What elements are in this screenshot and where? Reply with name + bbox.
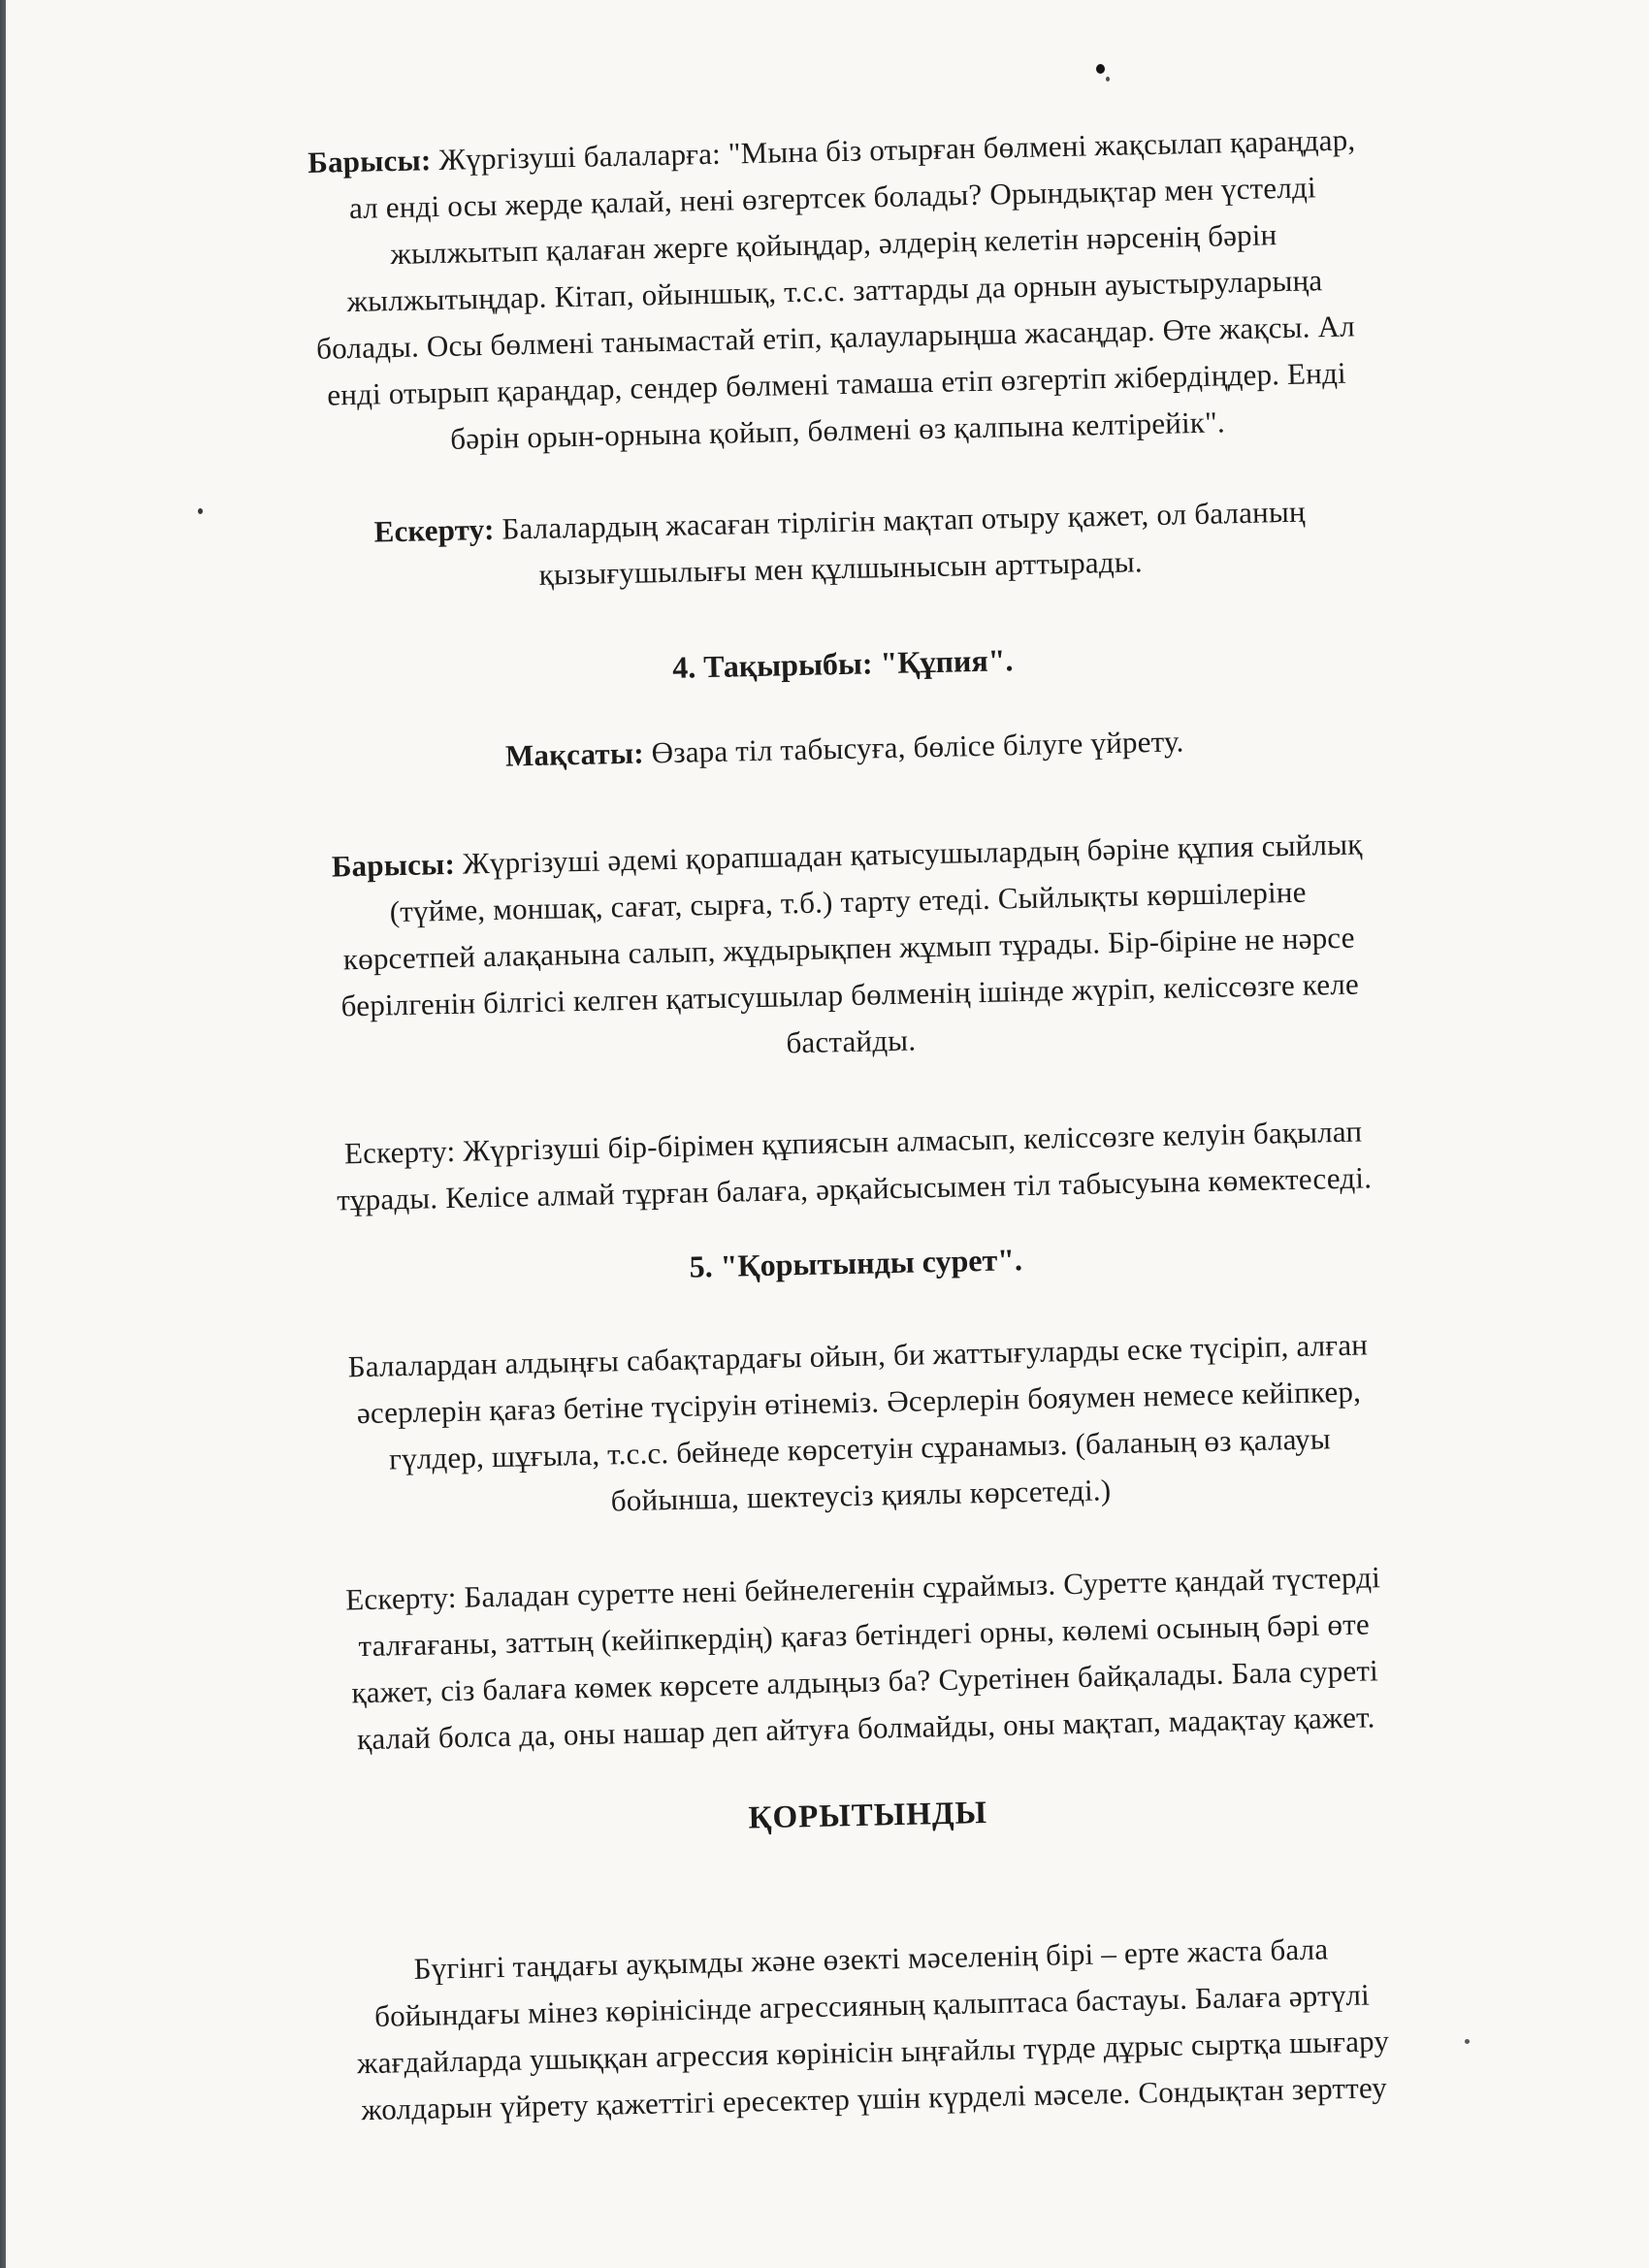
text-line	[160, 711, 1529, 788]
text-line: болады. Осы бөлмені танымастай етіп, қалауларыңша жасаңдар. Өте жақсы. Ал	[315, 308, 1356, 366]
text-run: Балалардың жасаған тірлігін мақтап отыру қажет, ол баланың	[501, 494, 1307, 546]
text-line: (түйме, моншақ, сағат, сырға, т.б.) тарту етеді. Сыйлықты көршілеріне	[389, 874, 1307, 929]
text-line: гүлдер, шұғыла, т.с.с. бейнеде көрсетуін сұранамыз. (баланың өз қалауы	[388, 1421, 1332, 1476]
conclusion-paragraph	[187, 1921, 1559, 2137]
text-line: Бүгінгі таңдағы ауқымды және өзекті мәселенің бірі – ерте жаста бала	[413, 1931, 1329, 1987]
note-paragraph-3	[178, 1550, 1550, 1766]
text-line: бастайды.	[786, 1022, 917, 1060]
page-text-column	[145, 0, 1558, 2137]
text-run: Жүргізуші балаларға: "Мына біз отырған бөлмені жақсылап қараңдар,	[437, 122, 1356, 178]
process-paragraph-1	[147, 113, 1522, 470]
note-paragraph-1	[155, 484, 1525, 607]
text-run: Өзара тіл табысуға, бөлісе білуге үйрету.	[651, 724, 1184, 770]
text-line: жылжытыңдар. Кітап, ойыншық, т.с.с. заттарды да орнын ауыстыруларыңа	[346, 263, 1323, 319]
text-line: ал енді осы жерде қалай, нені өзгертсек болады? Орындықтар мен үстелді	[348, 170, 1317, 226]
text-line: қажет, сіз балаға көмек көрсете алдыңыз ба? Суретінен байқалады. Бала суреті	[351, 1653, 1379, 1710]
text-line: қалай болса да, оны нашар деп айтуға болмайды, оны мақтап, мадақтау қажет.	[356, 1700, 1375, 1757]
section-heading-5: 5. "Қорытынды сурет".	[689, 1242, 1023, 1284]
text-line: жолдарын үйрету қажеттігі ересектер үшін күрделі мәселе. Сондықтан зерттеу	[360, 2070, 1388, 2127]
text-line: әсерлерін қағаз бетіне түсіруін өтінеміз. Әсерлерін бояумен немесе кейіпкер,	[356, 1374, 1362, 1431]
text-line: тұрады. Келісе алмай тұрған балаға, әрқайсысымен тіл табысуына көмектеседі.	[336, 1160, 1373, 1217]
text-line: берілгенін білгісі келген қатысушылар бөлменің ішінде жүріп, келіссөзге келе	[340, 966, 1360, 1023]
text-line: талғағаны, заттың (кейіпкердің) қағаз бетіндегі орны, көлемі осының бәрі өте	[358, 1606, 1371, 1664]
note-paragraph-2	[169, 1105, 1538, 1228]
drawing-paragraph	[174, 1318, 1545, 1535]
text-line: Ескерту: Жүргізуші бір-бірімен құпиясын алмасып, келіссөзге келуін бақылап	[343, 1114, 1363, 1171]
process-paragraph-2	[163, 818, 1536, 1081]
paragraph-lead-label: Барысы:	[331, 846, 456, 884]
goal-lead-label: Мақсаты:	[504, 735, 645, 773]
text-line: Балалардан алдыңғы сабақтардағы ойын, би жаттығуларды еске түсіріп, алған	[347, 1327, 1369, 1384]
conclusion-heading: ҚОРЫТЫНДЫ	[748, 1796, 988, 1836]
text-line: жылжытып қалаған жерге қойыңдар, әлдерің келетін нәрсенің бәрін	[390, 217, 1277, 272]
text-line: көрсетпей алақанына салып, жұдырықпен жұмып тұрады. Бір-біріне не нәрсе	[342, 920, 1355, 977]
goal-paragraph	[160, 711, 1529, 788]
text-line: бойынша, шектеусіз қиялы көрсетеді.)	[610, 1473, 1112, 1518]
text-line: қызығушылығы мен құлшынысын арттырады.	[538, 544, 1144, 592]
paragraph-lead-label: Барысы:	[307, 143, 432, 179]
text-line: енді отырып қараңдар, сендер бөлмені тамаша етіп өзгертіп жібердіңдер. Енді	[326, 355, 1347, 412]
text-line: бәрін орын-орнына қойып, бөлмені өз қалпына келтірейік".	[449, 405, 1226, 456]
text-line: Ескерту: Баладан суретте нені бейнелегенін сұраймыз. Суретте қандай түстерді	[344, 1560, 1381, 1617]
section-heading-4: 4. Тақырыбы: "Құпия".	[671, 642, 1014, 685]
scan-edge-strip	[0, 0, 6, 2268]
text-line: бойындағы мінез көрінісінде агрессияның қалыптаса бастауы. Балаға әртүлі	[373, 1977, 1371, 2033]
text-line: жағдайларда ушыққан агрессия көрінісін ыңғайлы түрде дұрыс сыртқа шығару	[356, 2024, 1390, 2081]
note-lead-label: Ескерту:	[373, 511, 495, 549]
text-run: Жүргізуші әдемі қорапшадан қатысушылардың бәріне құпия сыйлық	[462, 826, 1363, 881]
